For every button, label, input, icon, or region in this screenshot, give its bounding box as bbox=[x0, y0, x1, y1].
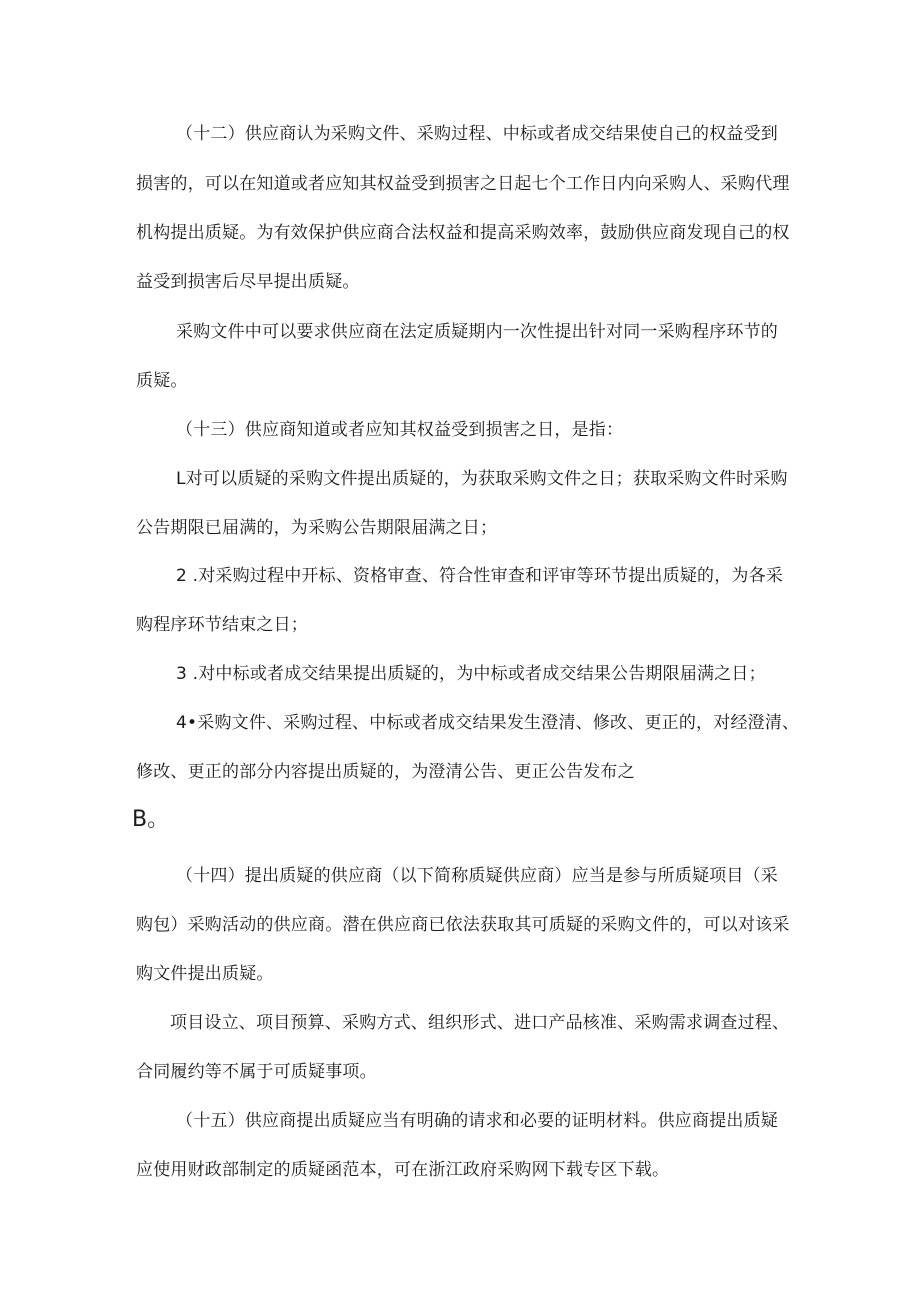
text-line: （十五）供应商提出质疑应当有明确的请求和必要的证明材料。供应商提出质疑 bbox=[176, 1111, 778, 1131]
text-line: 应使用财政部制定的质疑函范本，可在浙江政府采购网下载专区下载。 bbox=[136, 1160, 670, 1180]
text-line: 机构提出质疑。为有效保护供应商合法权益和提高采购效率，鼓励供应商发现自己的权 bbox=[136, 223, 790, 243]
text-line: 3 .对中标或者成交结果提出质疑的，为中标或者成交结果公告期限届满之日； bbox=[176, 664, 766, 684]
text-line: B。 bbox=[132, 807, 170, 832]
text-line: 购包）采购活动的供应商。潜在供应商已依法获取其可质疑的采购文件的，可以对该采 bbox=[136, 915, 790, 935]
text-line: 购程序环节结束之日； bbox=[136, 615, 308, 635]
text-line: 损害的，可以在知道或者应知其权益受到损害之日起七个工作日内向采购人、采购代理 bbox=[136, 174, 790, 194]
text-line: 项目设立、项目预算、采购方式、组织形式、进口产品核准、采购需求调查过程、 bbox=[170, 1013, 790, 1033]
text-line: 采购文件中可以要求供应商在法定质疑期内一次性提出针对同一采购程序环节的 bbox=[176, 322, 778, 342]
text-line: 4•采购文件、采购过程、中标或者成交结果发生澄清、修改、更正的，对经澄清、 bbox=[176, 713, 800, 733]
text-line: L对可以质疑的采购文件提出质疑的，为获取采购文件之日；获取采购文件时采购 bbox=[176, 469, 788, 489]
text-line: （十四）提出质疑的供应商（以下简称质疑供应商）应当是参与所质疑项目（采 bbox=[176, 866, 778, 886]
text-line: 2 .对采购过程中开标、资格审查、符合性审查和评审等环节提出质疑的，为各采 bbox=[176, 566, 784, 586]
text-line: 质疑。 bbox=[136, 371, 188, 391]
text-line: 购文件提出质疑。 bbox=[136, 964, 274, 984]
text-line: 合同履约等不属于可质疑事项。 bbox=[136, 1062, 377, 1082]
text-line: 益受到损害后尽早提出质疑。 bbox=[136, 272, 360, 292]
text-line: （十二）供应商认为采购文件、采购过程、中标或者成交结果使自己的权益受到 bbox=[176, 124, 778, 144]
text-line: 公告期限已届满的，为采购公告期限届满之日； bbox=[136, 518, 498, 538]
text-line: 修改、更正的部分内容提出质疑的，为澄清公告、更正公告发布之 bbox=[136, 762, 635, 782]
text-line: （十三）供应商知道或者应知其权益受到损害之日，是指： bbox=[176, 420, 624, 440]
